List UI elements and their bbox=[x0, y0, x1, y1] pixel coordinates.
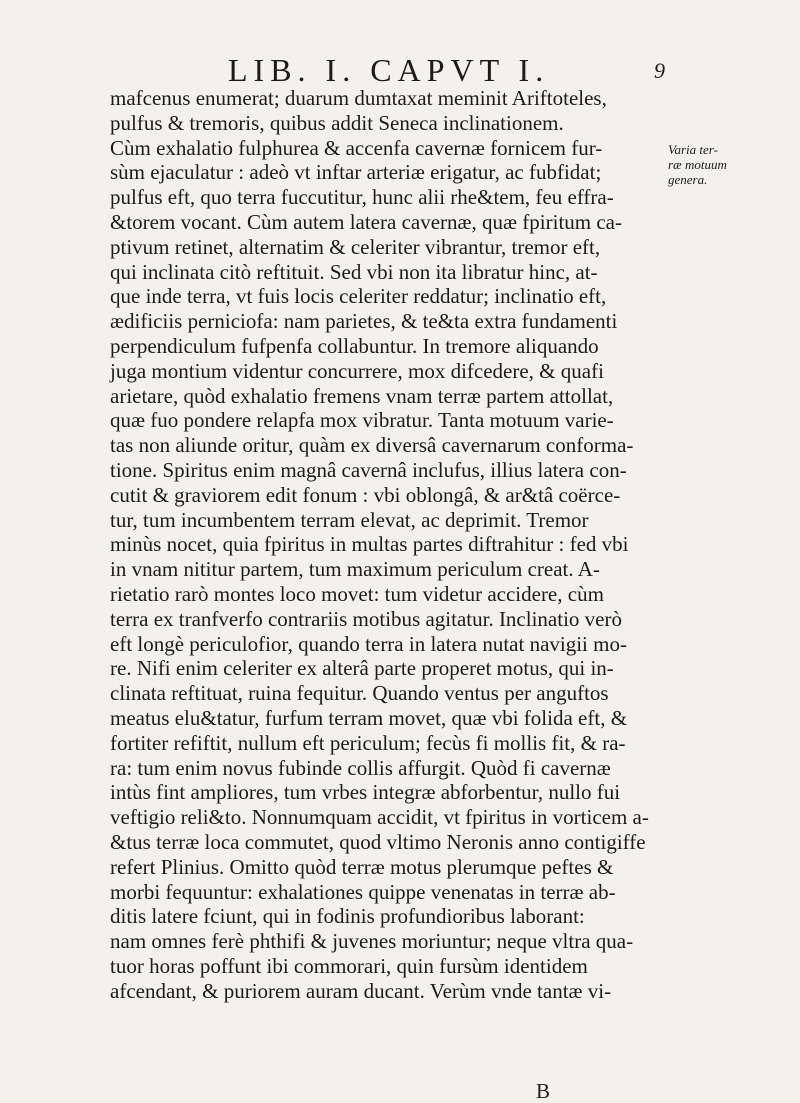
running-title: LIB. I. CAPVT I. bbox=[228, 52, 550, 88]
text-line: ædificiis perniciofa: nam parietes, & te&ta extra fundamenti bbox=[110, 309, 618, 334]
text-line: terra ex tranfverfo contrariis motibus agitatur. Inclinatio verò bbox=[110, 606, 622, 631]
text-line: refert Plinius. Omitto quòd terræ motus plerumque peftes & bbox=[110, 854, 614, 879]
signature-mark: B bbox=[536, 1079, 551, 1103]
text-line: morbi fequuntur: exhalationes quippe venenatas in terræ ab- bbox=[110, 879, 616, 904]
text-line: pulfus eft, quo terra fuccutitur, hunc alii rhe&tem, feu effra- bbox=[110, 185, 614, 210]
text-line: eft longè periculofior, quando terra in latera nutat navigii mo- bbox=[110, 631, 627, 656]
margin-note-line: ræ motuum bbox=[668, 157, 727, 172]
text-line: mafcenus enumerat; duarum dumtaxat meminit Ariftoteles, bbox=[110, 86, 607, 110]
text-line: afcendant, & puriorem auram ducant. Verùm vnde tantæ vi- bbox=[110, 978, 612, 1003]
text-line: arietare, quòd exhalatio fremens vnam terræ partem attollat, bbox=[110, 383, 614, 408]
text-line: clinata reftituat, ruina fequitur. Quando ventus per anguftos bbox=[110, 681, 609, 706]
text-line: &torem vocant. Cùm autem latera cavernæ, quæ fpiritum ca- bbox=[110, 209, 622, 234]
text-line: minùs nocet, quia fpiritus in multas partes diftrahitur : fed vbi bbox=[110, 532, 629, 557]
page-number: 9 bbox=[654, 58, 665, 83]
text-line: perpendiculum fufpenfa collabuntur. In tremore aliquando bbox=[110, 333, 599, 358]
text-line: &tus terræ loca commutet, quod vltimo Neronis anno contigiffe bbox=[110, 829, 646, 854]
main-text-block bbox=[110, 86, 660, 1003]
text-line: fortiter refiftit, nullum eft periculum; fecùs fi mollis fit, & ra- bbox=[110, 730, 626, 755]
text-line: rietatio rarò montes loco movet: tum videtur accidere, cùm bbox=[110, 581, 604, 606]
text-line: quæ fuo pondere relapfa mox vibratur. Tanta motuum varie- bbox=[110, 408, 614, 433]
text-line: tuor horas poffunt ibi commorari, quin fursùm identidem bbox=[110, 953, 588, 978]
text-line: intùs fint ampliores, tum vrbes integræ abforbentur, nullo fui bbox=[110, 780, 621, 805]
text-line: que inde terra, vt fuis locis celeriter reddatur; inclinatio eft, bbox=[110, 284, 607, 309]
text-line: pulfus & tremoris, quibus addit Seneca inclinationem. bbox=[110, 110, 564, 135]
text-line: re. Nifi enim celeriter ex alterâ parte properet motus, qui in- bbox=[110, 656, 614, 681]
text-line: juga montium videntur concurrere, mox difcedere, & quafi bbox=[110, 358, 604, 383]
text-line: ptivum retinet, alternatim & celeriter vibrantur, tremor eft, bbox=[110, 234, 601, 259]
text-line: Cùm exhalatio fulphurea & accenfa cavernæ fornicem fur- bbox=[110, 135, 603, 160]
text-line: veftigio reli&to. Nonnumquam accidit, vt fpiritus in vorticem a- bbox=[110, 805, 649, 830]
text-line: cutit & graviorem edit fonum : vbi oblongâ, & ar&tâ coërce- bbox=[110, 482, 621, 507]
text-line: qui inclinata citò reftituit. Sed vbi non ita libratur hinc, at- bbox=[110, 259, 598, 284]
text-line: nam omnes ferè phthifi & juvenes moriuntur; neque vltra qua- bbox=[110, 929, 634, 954]
margin-note bbox=[668, 142, 792, 187]
text-line: tione. Spiritus enim magnâ cavernâ inclufus, illius latera con- bbox=[110, 457, 627, 482]
margin-note-line: genera. bbox=[668, 172, 708, 187]
text-line: meatus elu&tatur, furfum terram movet, quæ vbi folida eft, & bbox=[110, 705, 628, 730]
text-line: tur, tum incumbentem terram elevat, ac deprimit. Tremor bbox=[110, 507, 589, 532]
text-line: tas non aliunde oritur, quàm ex diversâ cavernarum conforma- bbox=[110, 433, 634, 458]
text-line: in vnam nititur partem, tum maximum periculum creat. A- bbox=[110, 557, 600, 582]
text-line: ditis latere fciunt, qui in fodinis profundioribus laborant: bbox=[110, 904, 585, 929]
text-line: sùm ejaculatur : adeò vt inftar arteriæ erigatur, ac fubfidat; bbox=[110, 160, 602, 185]
text-line: ra: tum enim novus fubinde collis affurgit. Quòd fi cavernæ bbox=[110, 755, 611, 780]
margin-note-line: Varia ter- bbox=[668, 142, 718, 157]
running-head bbox=[0, 50, 800, 90]
